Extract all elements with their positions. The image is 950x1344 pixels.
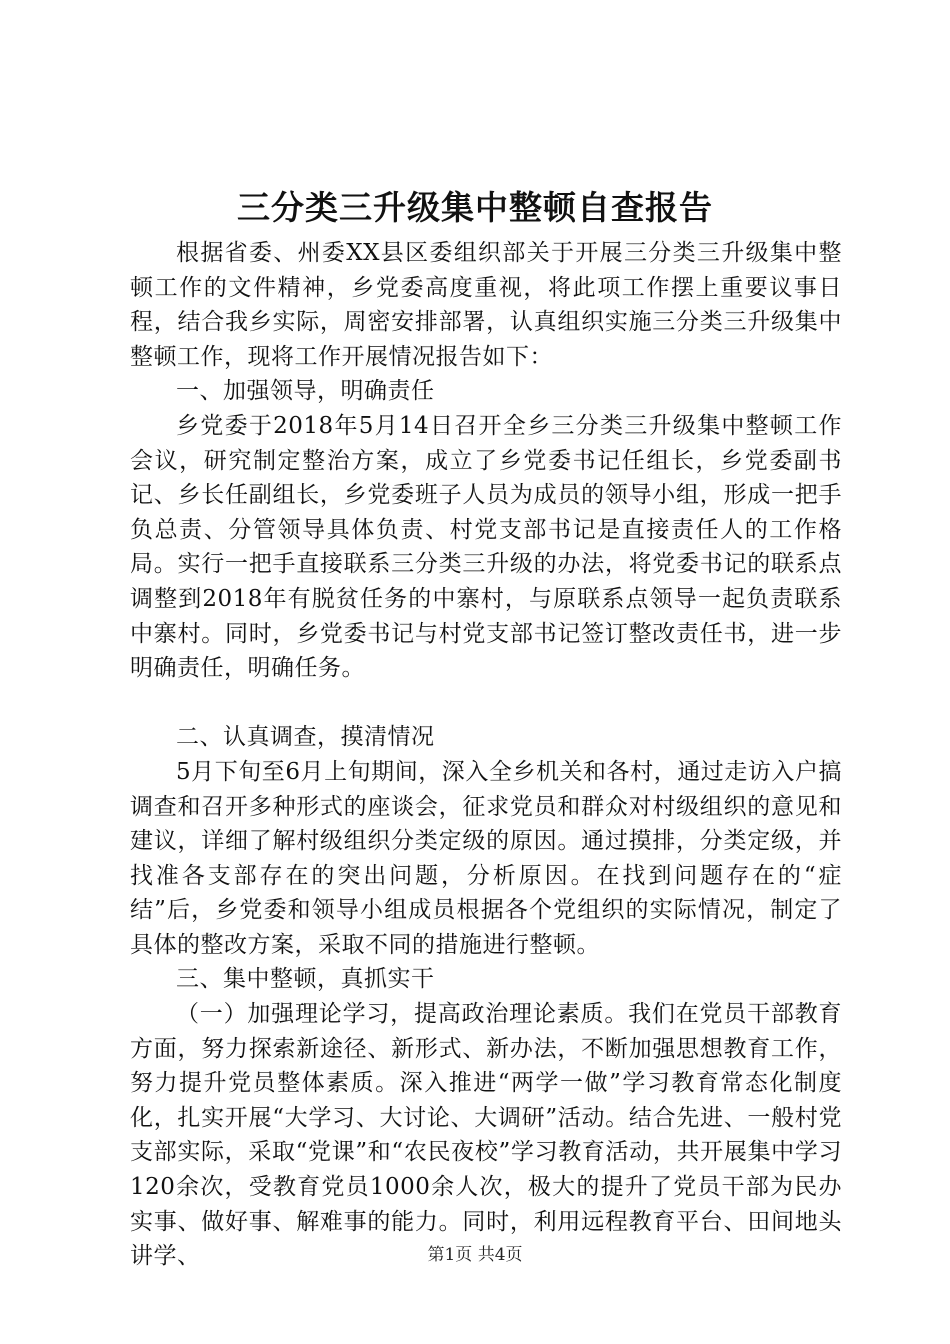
paragraph-gap [130, 686, 842, 721]
paragraph-section-2: 5月下旬至6月上旬期间，深入全乡机关和各村，通过走访入户搞调查和召开多种形式的座谈会，征求党员和群众对村级组织的意见和建议，详细了解村级组织分类定级的原因。通过摸排，分类定级，并找准各支部存在的突出问题，分析原因。在找到问题存在的“症结”后，乡党委和领导小组成员根据各个党组织的实际情况，制定了具体的整改方案，采取不同的措施进行整顿。 [130, 758, 842, 958]
section-heading-2: 二、认真调查，摸清情况 [176, 724, 435, 751]
paragraph-section-3-1: （一）加强理论学习，提高政治理论素质。我们在党员干部教育方面，努力探索新途径、新形式、新办法，不断加强思想教育工作，努力提升党员整体素质。深入推进“两学一做”学习教育常态化制度化，扎实开展“大学习、大讨论、大调研”活动。结合先进、一般村党支部实际，采取“党课”和“农民夜校”学习教育活动，共开展集中学习120余次，受教育党员1000余人次，极大的提升了党员干部为民办实事、做好事、解难事的能力。同时，利用远程教育平台、田间地头讲学、 [130, 1001, 842, 1270]
section-heading-1: 一、加强领导，明确责任 [176, 378, 435, 405]
paragraph-intro: 根据省委、州委XX县区委组织部关于开展三分类三升级集中整顿工作的文件精神，乡党委高度重视，将此项工作摆上重要议事日程，结合我乡实际，周密安排部署，认真组织实施三分类三升级集中整顿工作，现将工作开展情况报告如下： [130, 240, 842, 370]
page-number-footer: 第1页 共4页 [427, 1245, 523, 1265]
section-heading-3: 三、集中整顿，真抓实干 [176, 966, 435, 993]
document-body [130, 236, 842, 1274]
document-title: 三分类三升级集中整顿自查报告 [237, 188, 713, 227]
paragraph-section-1: 乡党委于2018年5月14日召开全乡三分类三升级集中整顿工作会议，研究制定整治方案，成立了乡党委书记任组长，乡党委副书记、乡长任副组长，乡党委班子人员为成员的领导小组，形成一把手负总责、分管领导具体负责、村党支部书记是直接责任人的工作格局。实行一把手直接联系三分类三升级的办法，将党委书记的联系点调整到2018年有脱贫任务的中寨村，与原联系点领导一起负责联系中寨村。同时，乡党委书记与村党支部书记签订整改责任书，进一步明确责任，明确任务。 [130, 412, 842, 682]
